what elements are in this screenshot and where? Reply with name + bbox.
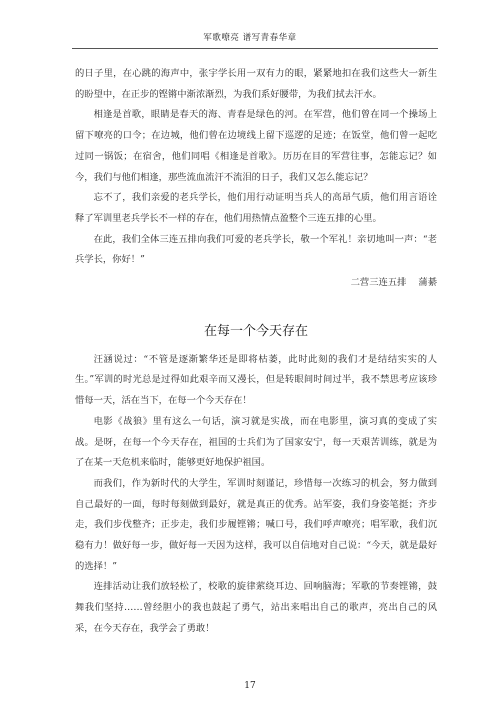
- article2-paragraph: 汪涵说过：“不管是逐渐繁华还是即将枯萎，此时此刻的我们才是结结实实的人生。”军训的时光总是过得如此艰辛而又漫长，但是转眼间时间过半，我不禁思考应该珍惜每一天，活在当下，在每一个今天存在！: [75, 353, 437, 407]
- page-content: [75, 64, 437, 640]
- article2-paragraph: 电影《战狼》里有这么一句话，演习就是实战，而在电影里，演习真的变成了实战。是呀，在每一个今天存在，祖国的士兵们为了国家安宁，每一天艰苦训练，就是为了在某一天危机来临时，能够更好地保护祖国。: [75, 415, 437, 469]
- signature-name: 蒲綦: [418, 277, 437, 289]
- article1-signature: [75, 273, 437, 294]
- article2-title: 在每一个今天存在: [203, 323, 308, 339]
- article2-paragraph: 连排活动让我们放轻松了，校歌的旋律萦绕耳边、回响脑海；军歌的节奏铿锵，鼓舞我们坚持……曾经胆小的我也鼓起了勇气，站出来唱出自己的歌声，亮出自己的风采，在今天存在，我学会了勇敢！: [75, 581, 437, 634]
- article1-paragraph: 相逢是首歌，眼睛是春天的海、青春是绿色的河。在军营，他们曾在同一个操场上留下嘹亮的口令；在边城，他们曾在边境线上留下巡逻的足迹；在饭堂，他们曾一起吃过同一锅饭；在宿舍，他们同唱《相逢是首歌》。历历在目的军营往事，怎能忘记？如今，我们与他们相逢，那些流血流汗不流泪的日子，我们又怎么能忘记？: [75, 109, 437, 183]
- header-divider: [72, 48, 438, 49]
- page-number: 17: [244, 681, 256, 691]
- signature-unit: 二营三连五排: [350, 277, 407, 289]
- article1-paragraph: 忘不了，我们亲爱的老兵学长，他们用行动证明当兵人的高昂气质，他们用言语诠释了军训里老兵学长不一样的存在，他们用热情点盈整个三连五排的心里。: [75, 192, 437, 224]
- article2-paragraph: 而我们，作为新时代的大学生，军训时刻谨记，珍惜每一次练习的机会，努力做到自己最好的一面，每时每刻做到最好，就是真正的优秀。站军姿，我们身姿笔挺；齐步走，我们步伐整齐；正步走，我们步履铿锵；喊口号，我们呼声嘹亮；唱军歌，我们沉稳有力！做好每一步，做好每一天因为这样，我可以自信地对自己说：“今天，就是最好的选择！”: [75, 477, 437, 572]
- article1-paragraph: 的日子里，在心跳的海声中，张宇学长用一双有力的眼，紧紧地扣在我们这些大一新生的盼望中，在正步的铿锵中渐浓渐烈，为我们系好腰带，为我们拭去汗水。: [75, 68, 437, 100]
- running-header: 军歌嘹亮 谱写青春华章: [203, 33, 297, 43]
- article1-paragraph: 在此，我们全体三连五排向我们可爱的老兵学长，敬一个军礼！亲切地叫一声：“老兵学长，你好！”: [75, 233, 437, 266]
